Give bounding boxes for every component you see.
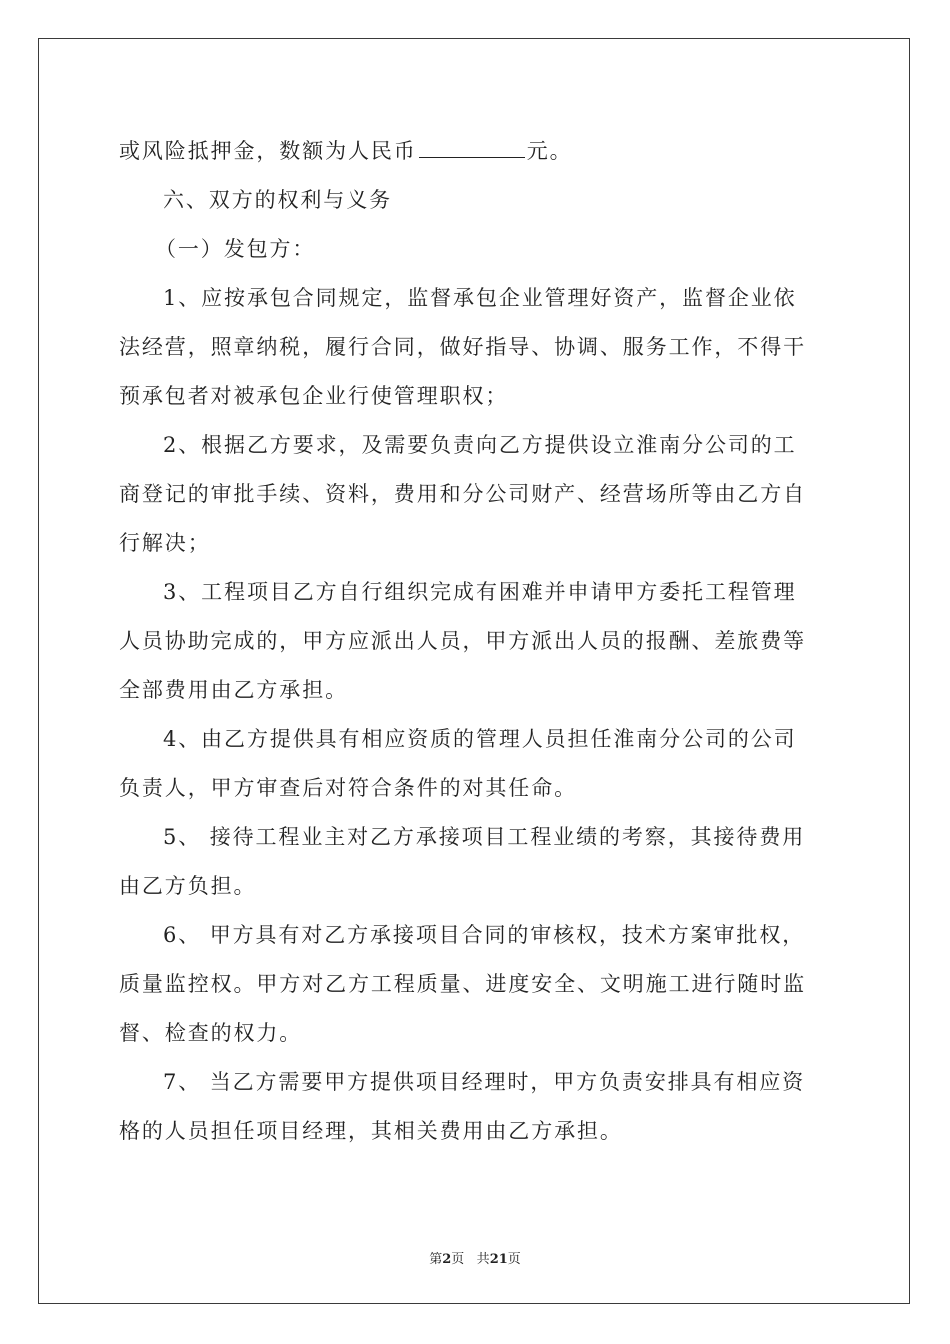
paragraph-line: 2、根据乙方要求，及需要负责向乙方提供设立淮南分公司的工 [163,433,797,457]
page-footer: 第2页 共21页 [429,1252,521,1267]
paragraph-line: 或风险抵押金，数额为人民币 元。 [119,127,831,176]
paragraph-line: 5、 接待工程业主对乙方承接项目工程业绩的考察，其接待费用 [163,825,806,849]
paragraph-line: 7、 当乙方需要甲方提供项目经理时，甲方负责安排具有相应资 [163,1070,806,1094]
paragraph-line: 3、工程项目乙方自行组织完成有困难并申请甲方委托工程管理 [163,580,797,604]
paragraph-line: 格的人员担任项目经理，其相关费用由乙方承担。 [119,1119,623,1143]
section-heading: 六、双方的权利与义务 [163,188,392,212]
paragraph-line: 法经营，照章纳税，履行合同，做好指导、协调、服务工作，不得干 [119,335,806,359]
paragraph-line: 1、应按承包合同规定，监督承包企业管理好资产，监督企业依 [163,286,797,310]
paragraph-line: 全部费用由乙方承担。 [119,678,348,702]
paragraph-line: 负责人，甲方审查后对符合条件的对其任命。 [119,776,577,800]
paragraph-line: 4、由乙方提供具有相应资质的管理人员担任淮南分公司的公司 [163,727,797,751]
document-body [119,127,831,1156]
paragraph-line: 人员协助完成的，甲方应派出人员，甲方派出人员的报酬、差旅费等 [119,629,806,653]
paragraph-line: 质量监控权。甲方对乙方工程质量、进度安全、文明施工进行随时监 [119,972,806,996]
total-pages: 21 [489,1252,508,1267]
paragraph-line: 商登记的审批手续、资料，费用和分公司财产、经营场所等由乙方自 [119,482,806,506]
paragraph-line: 6、 甲方具有对乙方承接项目合同的审核权，技术方案审批权， [163,923,806,947]
paragraph-line: 预承包者对被承包企业行使管理职权； [119,384,509,408]
paragraph-line: 由乙方负担。 [119,874,257,898]
amount-blank [419,135,525,158]
page-number: 2 [442,1252,452,1267]
subsection-heading: （一）发包方： [155,237,316,261]
paragraph-line: 行解决； [119,531,211,555]
paragraph-line: 督、检查的权力。 [119,1021,303,1045]
